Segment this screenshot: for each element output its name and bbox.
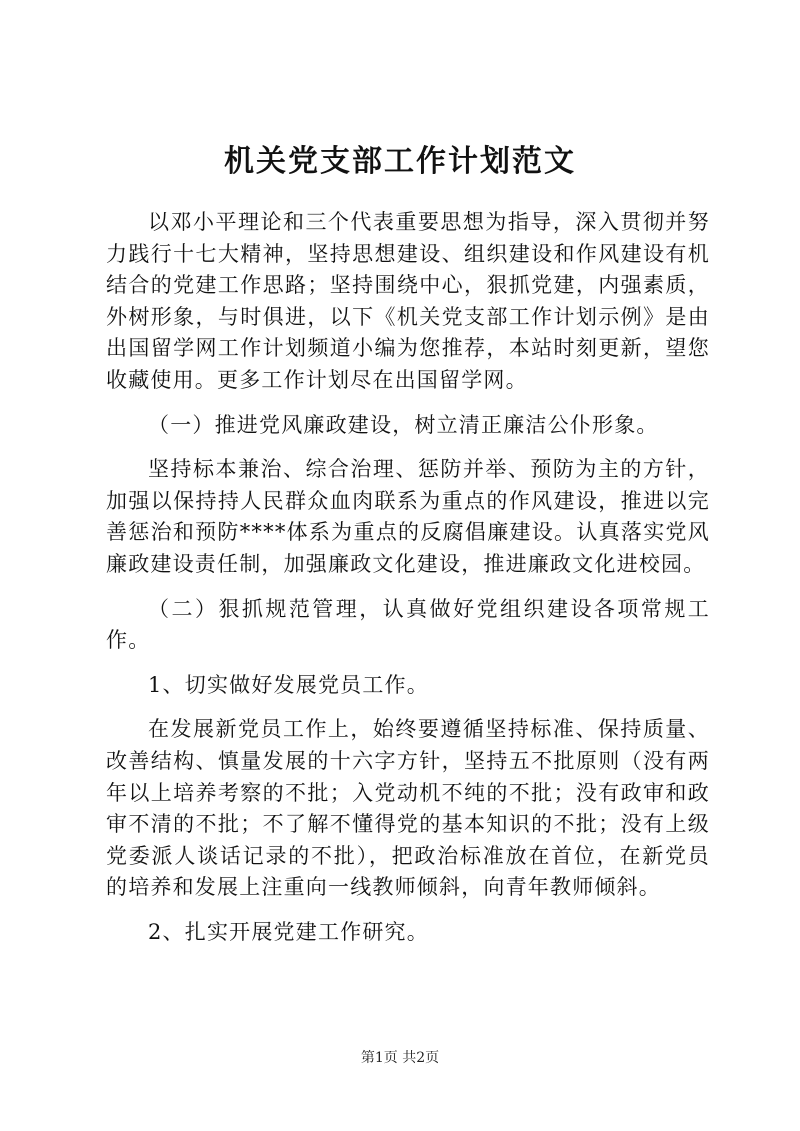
document-title: 机关党支部工作计划范文 [224,144,576,179]
paragraph-spacer [106,701,710,714]
paragraph-spacer [106,904,710,917]
subsection-heading-2: 2、扎实开展党建工作研究。 [148,919,429,944]
paragraph-spacer [106,657,710,670]
paragraph-subsection-1: 在发展新党员工作上，始终要遵循坚持标准、保持质量、改善结构、慎量发展的十六字方针，坚持五不批原则（没有两年以上培养考察的不批；入党动机不纯的不批；没有政审和政审不清的不批；不了解不懂得党的基本知识的不批；没有上级党委派人谈话记录的不批），把政治标准放在首位，在新党员的培养和发展上注重向一线教师倾斜，向青年教师倾斜。 [106,717,710,900]
paragraph-spacer [106,441,710,454]
subsection-heading-1: 1、切实做好发展党员工作。 [148,672,429,697]
paragraph-spacer [106,581,710,594]
page-number-footer: 第1页 共2页 [360,1050,440,1066]
paragraph-section-1: 坚持标本兼治、综合治理、惩防并举、预防为主的方针，加强以保持持人民群众血肉联系为重点的作风建设，推进以完善惩治和预防****体系为重点的反腐倡廉建设。认真落实党风廉政建设责任制，加强廉政文化建设，推进廉政文化进校园。 [106,457,710,576]
paragraph-intro: 以邓小平理论和三个代表重要思想为指导，深入贯彻并努力践行十七大精神，坚持思想建设、组织建设和作风建设有机结合的党建工作思路；坚持围绕中心，狠抓党建，内强素质，外树形象，与时俱进，以下《机关党支部工作计划示例》是由出国留学网工作计划频道小编为您推荐，本站时刻更新，望您收藏使用。更多工作计划尽在出国留学网。 [106,210,710,392]
document-body [106,207,710,948]
paragraph-spacer [106,397,710,410]
section-heading-1: （一）推进党风廉政建设，树立清正廉洁公仆形象。 [148,412,659,437]
section-heading-2: （二）狠抓规范管理，认真做好党组织建设各项常规工作。 [106,596,710,653]
